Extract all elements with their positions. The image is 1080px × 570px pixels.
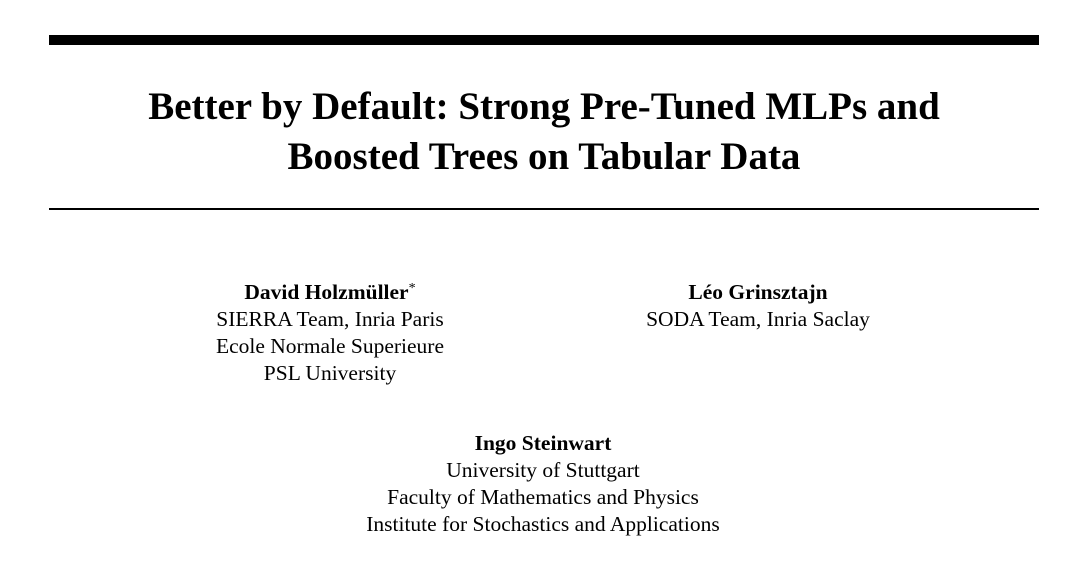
title-top-rule [49, 35, 1039, 45]
author-name: Léo Grinsztajn [688, 280, 828, 304]
author-name-text: David Holzmüller [244, 280, 409, 304]
paper-title-line-2: Boosted Trees on Tabular Data [287, 135, 801, 178]
author-block-steinwart [290, 430, 796, 538]
author-affiliation: Ecole Normale Superieure [215, 334, 445, 358]
author-affiliation: SODA Team, Inria Saclay [646, 307, 870, 331]
title-bottom-rule [49, 208, 1039, 210]
author-affiliation: University of Stuttgart [446, 458, 640, 482]
author-block-grinsztajn [598, 279, 918, 333]
author-affiliation: Institute for Stochastics and Applications [366, 512, 720, 536]
author-affiliation: SIERRA Team, Inria Paris [216, 307, 444, 331]
author-affiliation: PSL University [263, 361, 397, 385]
equal-contribution-marker: * [408, 281, 416, 296]
author-affiliation: Faculty of Mathematics and Physics [387, 485, 699, 509]
paper-title-line-1: Better by Default: Strong Pre-Tuned MLPs and [148, 85, 940, 128]
author-name [180, 279, 480, 306]
author-name: Ingo Steinwart [474, 431, 612, 455]
author-block-holzmuller [180, 279, 480, 387]
paper-title [49, 82, 1039, 182]
